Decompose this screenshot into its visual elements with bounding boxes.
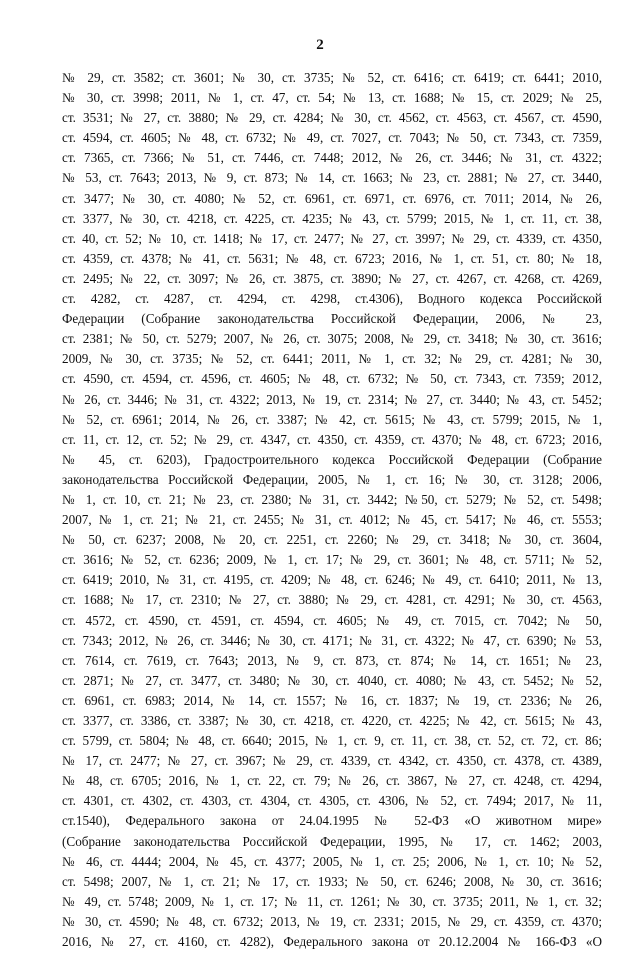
body-text	[62, 68, 602, 972]
text-line: ст. 4301, ст. 4302, ст. 4303, ст. 4304, ст. 4305, ст. 4306, № 52, ст. 7494; 2017, № 11,	[62, 793, 602, 809]
text-line: ст. 3531; № 27, ст. 3880; № 29, ст. 4284; № 30, ст. 4562, ст. 4563, ст. 4567, ст. 4590,	[62, 110, 602, 126]
text-line: ст. 4594, ст. 4605; № 48, ст. 6732; № 49, ст. 7027, ст. 7043; № 50, ст. 7343, ст. 7359,	[62, 130, 602, 146]
text-line: № 49, ст. 5748; 2009, № 1, ст. 17; № 11, ст. 1261; № 30, ст. 3735; 2011, № 1, ст. 32;	[62, 893, 602, 909]
text-line: № 1, ст. 10, ст. 21; № 23, ст. 2380; № 31, ст. 3442; №50, ст. 5279; № 52, ст. 5498;	[62, 491, 602, 507]
page-number: 2	[316, 37, 324, 53]
text-line: ст. 4359, ст. 4378; № 41, ст. 5631; № 48, ст. 6723; 2016, № 1, ст. 51, ст. 80; № 18,	[62, 250, 602, 266]
text-line: ст. 6419; 2010, № 31, ст. 4195, ст. 4209; № 48, ст. 6246; № 49, ст. 6410; 2011, № 13,	[62, 572, 602, 588]
text-line: ст. 7614, ст. 7619, ст. 7643; 2013, № 9, ст. 873, ст. 874; № 14, ст. 1651; № 23,	[62, 652, 602, 668]
text-line: № 48, ст. 6705; 2016, № 1, ст. 22, ст. 79; № 26, ст. 3867, № 27, ст. 4248, ст. 4294,	[62, 773, 602, 789]
text-line: ст. 6961, ст. 6983; 2014, № 14, ст. 1557; № 16, ст. 1837; № 19, ст. 2336; № 26,	[62, 692, 602, 708]
text-line: ст. 3477; № 30, ст. 4080; № 52, ст. 6961, ст. 6971, ст. 6976, ст. 7011; 2014, № 26,	[62, 190, 602, 206]
text-line: (Собрание законодательства Российской Федерации, 1995, № 17, ст. 1462; 2003,	[62, 833, 602, 849]
text-line: ст. 2871; № 27, ст. 3477, ст. 3480; № 30, ст. 4040, ст. 4080; № 43, ст. 5452; № 52,	[62, 672, 602, 688]
text-line: ст. 7343; 2012, № 26, ст. 3446; № 30, ст. 4171; № 31, ст. 4322; № 47, ст. 6390; № 53,	[62, 632, 602, 648]
text-line: ст.1540), Федерального закона от 24.04.1995 № 52-ФЗ «О животном мире»	[62, 813, 602, 829]
text-line: № 50, ст. 6237; 2008, № 20, ст. 2251, ст. 2260; № 29, ст. 3418; № 30, ст. 3604,	[62, 532, 602, 548]
text-line: ст. 2495; № 22, ст. 3097; № 26, ст. 3875, ст. 3890; № 27, ст. 4267, ст. 4268, ст. 4269,	[62, 270, 602, 286]
text-line: № 17, ст. 2477; № 27, ст. 3967; № 29, ст. 4339, ст. 4342, ст. 4350, ст. 4378, ст. 4389,	[62, 753, 602, 769]
text-line: ст. 1688; № 17, ст. 2310; № 27, ст. 3880; № 29, ст. 4281, ст. 4291; № 30, ст. 4563,	[62, 592, 602, 608]
text-line: № 30, ст. 3998; 2011, № 1, ст. 47, ст. 54; № 13, ст. 1688; № 15, ст. 2029; № 25,	[62, 90, 602, 106]
text-line: № 29, ст. 3582; ст. 3601; № 30, ст. 3735; № 52, ст. 6416; ст. 6419; ст. 6441; 2010,	[62, 70, 602, 85]
text-line: ст. 5799, ст. 5804; № 48, ст. 6640; 2015, № 1, ст. 9, ст. 11, ст. 38, ст. 52, ст. 72, ст. 86;	[62, 733, 602, 749]
text-line: ст. 4572, ст. 4590, ст. 4591, ст. 4594, ст. 4605; № 49, ст. 7015, ст. 7042; № 50,	[62, 612, 602, 628]
text-line: № 46, ст. 4444; 2004, № 45, ст. 4377; 2005, № 1, ст. 25; 2006, № 1, ст. 10; № 52,	[62, 853, 602, 869]
text-line: 2007, № 1, ст. 21; № 21, ст. 2455; № 31, ст. 4012; № 45, ст. 5417; № 46, ст. 5553;	[62, 512, 602, 528]
text-line: 2016, № 27, ст. 4160, ст. 4282), Федерального закона от 20.12.2004 № 166-ФЗ «О	[62, 934, 602, 950]
text-line: ст. 7365, ст. 7366; № 51, ст. 7446, ст. 7448; 2012, № 26, ст. 3446; № 31, ст. 4322;	[62, 150, 602, 166]
text-line	[62, 952, 602, 972]
text-line: законодательства Российской Федерации, 2005, № 1, ст. 16; № 30, ст. 3128; 2006,	[62, 471, 602, 487]
text-line: № 26, ст. 3446; № 31, ст. 4322; 2013, № 19, ст. 2314; № 27, ст. 3440; № 43, ст. 5452;	[62, 391, 602, 407]
text-line: Федерации (Собрание законодательства Российской Федерации, 2006, № 23,	[62, 311, 602, 327]
text-line: ст. 4282, ст. 4287, ст. 4294, ст. 4298, ст.4306), Водного кодекса Российской	[62, 291, 602, 307]
text-line: № 45, ст. 6203), Градостроительного кодекса Российской Федерации (Собрание	[62, 451, 602, 467]
text-line: 2009, № 30, ст. 3735; № 52, ст. 6441; 2011, № 1, ст. 32; № 29, ст. 4281; № 30,	[62, 351, 602, 367]
text-line: ст. 40, ст. 52; № 10, ст. 1418; № 17, ст. 2477; № 27, ст. 3997; № 29, ст. 4339, ст. 4350,	[62, 230, 602, 246]
text-line: ст. 2381; № 50, ст. 5279; 2007, № 26, ст. 3075; 2008, № 29, ст. 3418; № 30, ст. 3616;	[62, 331, 602, 347]
text-line: ст. 11, ст. 12, ст. 52; № 29, ст. 4347, ст. 4350, ст. 4359, ст. 4370; № 48, ст. 6723; 2016,	[62, 431, 602, 447]
text-line: ст. 3377, № 30, ст. 4218, ст. 4225, ст. 4235; № 43, ст. 5799; 2015, № 1, ст. 11, ст. 38,	[62, 210, 602, 226]
text-line: ст. 3616; № 52, ст. 6236; 2009, № 1, ст. 17; № 29, ст. 3601; № 48, ст. 5711; № 52,	[62, 552, 602, 568]
text-line: ст. 4590, ст. 4594, ст. 4596, ст. 4605; № 48, ст. 6732; № 50, ст. 7343, ст. 7359; 2012,	[62, 371, 602, 387]
text-line: № 30, ст. 4590; № 48, ст. 6732; 2013, № 19, ст. 2331; 2015, № 29, ст. 4359, ст. 4370;	[62, 913, 602, 929]
text-line: № 53, ст. 7643; 2013, № 9, ст. 873; № 14, ст. 1663; № 23, ст. 2881; № 27, ст. 3440,	[62, 170, 602, 186]
text-line: ст. 3377, ст. 3386, ст. 3387; № 30, ст. 4218, ст. 4220, ст. 4225; № 42, ст. 5615; № 43,	[62, 713, 602, 728]
text-line: № 52, ст. 6961; 2014, № 26, ст. 3387; № 42, ст. 5615; № 43, ст. 5799; 2015, № 1,	[62, 411, 602, 427]
text-line: ст. 5498; 2007, № 1, ст. 21; № 17, ст. 1933; № 50, ст. 6246; 2008, № 30, ст. 3616;	[62, 873, 602, 889]
